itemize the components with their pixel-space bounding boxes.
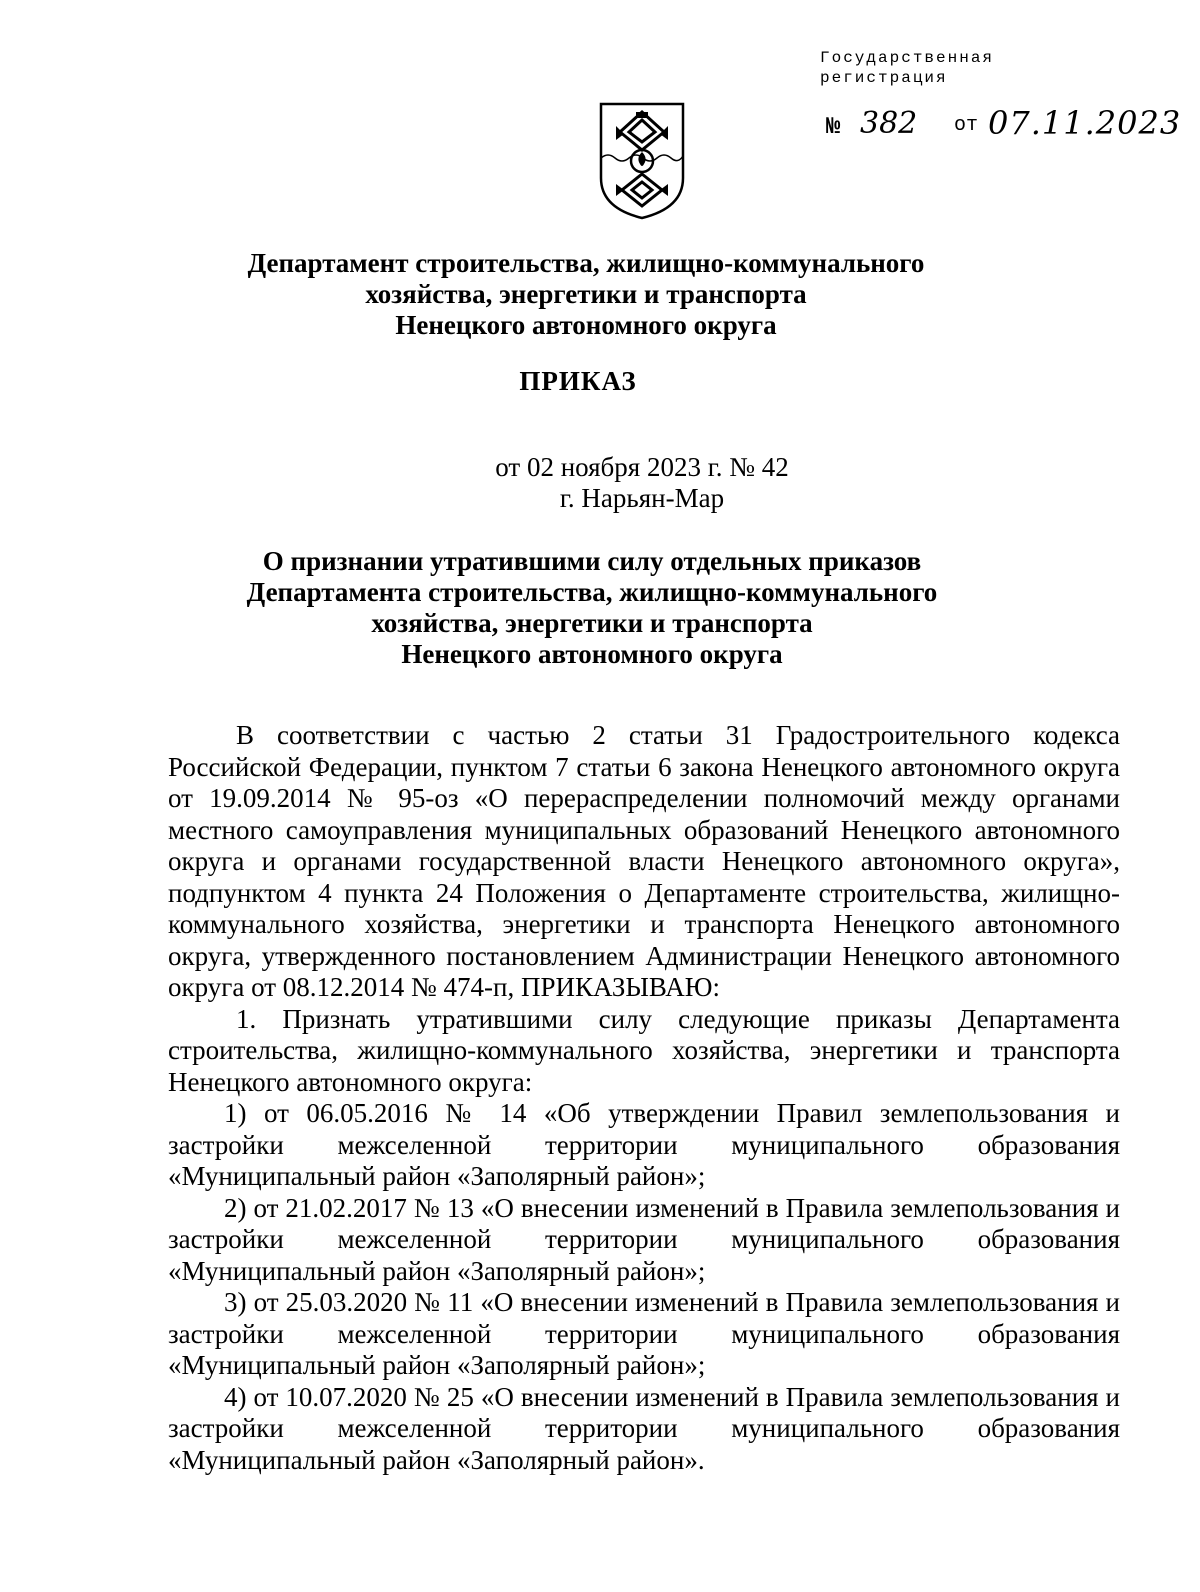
- list-item-1: 1) от 06.05.2016 № 14 «Об утверждении Правил землепользования и застройки межселенной территории муниципального образования «Муниципальный район «Заполярный район»;: [168, 1098, 1120, 1191]
- list-item-4: 4) от 10.07.2020 № 25 «О внесении изменений в Правила землепользования и застройки межселенной территории муниципального образования «Муниципальный район «Заполярный район».: [168, 1381, 1120, 1475]
- subject-line-1: О признании утратившими силу отдельных приказов: [262, 546, 922, 576]
- department-line-2: хозяйства, энергетики и транспорта: [365, 279, 807, 309]
- registration-date: 07.11.2023: [988, 104, 1182, 142]
- subject-line-2: Департамента строительства, жилищно-коммунального: [246, 577, 938, 607]
- point-1-paragraph: 1. Признать утратившими силу следующие приказы Департамента строительства, жилищно-коммунального хозяйства, энергетики и транспорта Ненецкого автономного округа:: [168, 1003, 1120, 1097]
- document-subject: [0, 546, 1192, 670]
- subject-line-3: хозяйства, энергетики и транспорта: [371, 608, 813, 638]
- document-date-number: от 02 ноября 2023 г. № 42: [495, 452, 789, 482]
- registration-number-row: [820, 104, 1182, 146]
- document-type-title: ПРИКАЗ: [519, 366, 637, 396]
- department-line-3: Ненецкого автономного округа: [395, 310, 777, 340]
- document-place: г. Нарьян-Мар: [559, 483, 725, 513]
- registration-from-word: от: [954, 114, 979, 137]
- coat-of-arms-icon: [596, 100, 688, 222]
- registration-line-2: регистрация: [820, 69, 948, 87]
- registration-number-sign: №: [826, 114, 841, 141]
- document-body: [168, 720, 1120, 1476]
- preamble-paragraph: В соответствии с частью 2 статьи 31 Градостроительного кодекса Российской Федерации, пунктом 7 статьи 6 закона Ненецкого автономного округа от 19.09.2014 № 95-оз «О перераспределении полномочий между органами местного самоуправления муниципальных образований Ненецкого автономного округа и органами государственной власти Ненецкого автономного округа», подпунктом 4 пункта 24 Положения о Департаменте строительства, жилищно-коммунального хозяйства, энергетики и транспорта Ненецкого автономного округа, утвержденного постановлением Администрации Ненецкого автономного округа от 08.12.2014 № 474-п, ПРИКАЗЫВАЮ:: [168, 720, 1120, 1002]
- department-line-1: Департамент строительства, жилищно-коммунального: [247, 248, 925, 278]
- registration-line-1: Государственная: [820, 49, 995, 67]
- document-date-place: [42, 452, 1200, 514]
- registration-stamp: [820, 48, 1182, 142]
- list-item-2: 2) от 21.02.2017 № 13 «О внесении изменений в Правила землепользования и застройки межселенной территории муниципального образования «Муниципальный район «Заполярный район»;: [168, 1192, 1120, 1286]
- subject-line-4: Ненецкого автономного округа: [401, 639, 783, 669]
- list-item-3: 3) от 25.03.2020 № 11 «О внесении изменений в Правила землепользования и застройки межселенной территории муниципального образования «Муниципальный район «Заполярный район»;: [168, 1287, 1120, 1380]
- registration-number: 382: [860, 106, 918, 141]
- department-heading: [0, 248, 1186, 341]
